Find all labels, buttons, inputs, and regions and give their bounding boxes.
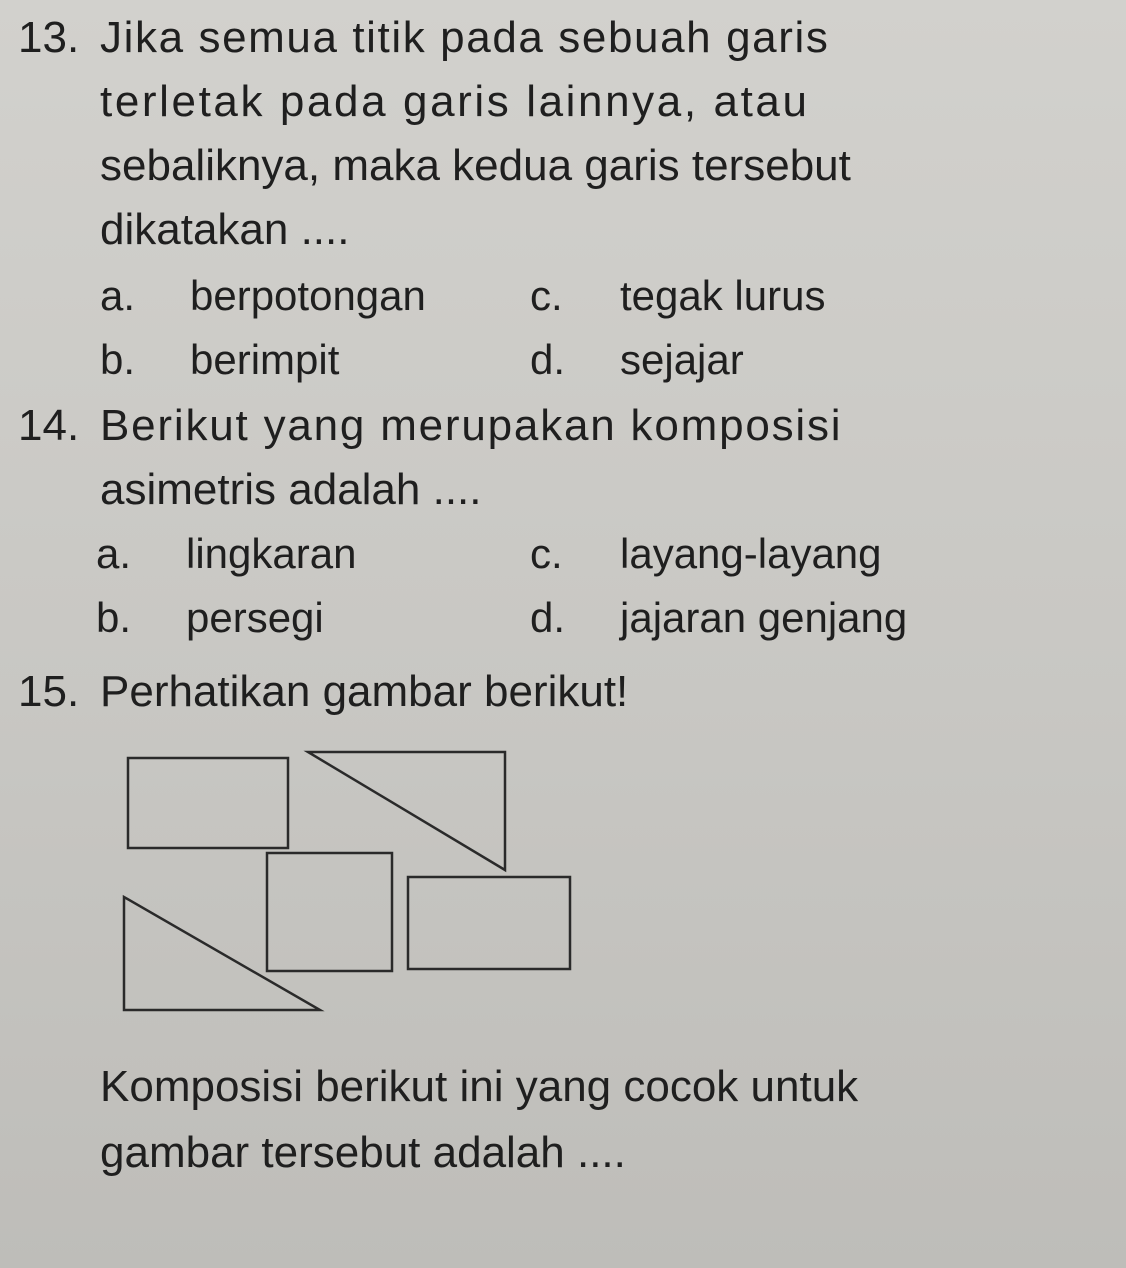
option-letter: a. <box>100 272 136 319</box>
option-text: sejajar <box>620 336 744 383</box>
option-text: tegak lurus <box>620 272 826 319</box>
question-text-line: sebaliknya, maka kedua garis tersebut <box>100 141 851 190</box>
option-d[interactable] <box>530 586 907 650</box>
question-text-line: Jika semua titik pada sebuah garis <box>100 13 830 62</box>
option-letter: b. <box>96 594 132 641</box>
question-number: 13. <box>18 13 80 62</box>
question-text-line: dikatakan .... <box>100 205 350 254</box>
question-number: 15. <box>18 667 80 716</box>
option-text: berpotongan <box>190 272 426 319</box>
option-c[interactable] <box>530 264 825 328</box>
option-text: persegi <box>186 594 324 641</box>
option-text: jajaran genjang <box>620 594 908 641</box>
option-d[interactable] <box>530 328 744 392</box>
option-b[interactable] <box>96 586 324 650</box>
option-b[interactable] <box>100 328 339 392</box>
option-letter: d. <box>530 336 566 383</box>
square-shape <box>267 853 392 971</box>
triangle-shape <box>124 897 320 1010</box>
option-letter: a. <box>96 530 132 577</box>
option-a[interactable] <box>96 522 356 586</box>
option-c[interactable] <box>530 522 882 586</box>
question-text-line: Komposisi berikut ini yang cocok untuk <box>100 1062 859 1111</box>
option-text: berimpit <box>190 336 340 383</box>
question-text-line: Berikut yang merupakan komposisi <box>100 401 843 450</box>
question-text-line: gambar tersebut adalah .... <box>100 1128 626 1177</box>
option-text: lingkaran <box>186 530 357 577</box>
question-text-line: asimetris adalah .... <box>100 465 482 514</box>
option-letter: c. <box>530 530 563 577</box>
question-text-line: terletak pada garis lainnya, atau <box>100 77 810 126</box>
question-title: Perhatikan gambar berikut! <box>100 667 629 716</box>
option-a[interactable] <box>100 264 426 328</box>
question-number: 14. <box>18 401 80 450</box>
option-text: layang-layang <box>620 530 882 577</box>
option-letter: d. <box>530 594 566 641</box>
composition-figure <box>110 740 590 1030</box>
rectangle-shape <box>128 758 288 848</box>
option-letter: b. <box>100 336 136 383</box>
option-letter: c. <box>530 272 563 319</box>
rectangle-shape <box>408 877 570 969</box>
